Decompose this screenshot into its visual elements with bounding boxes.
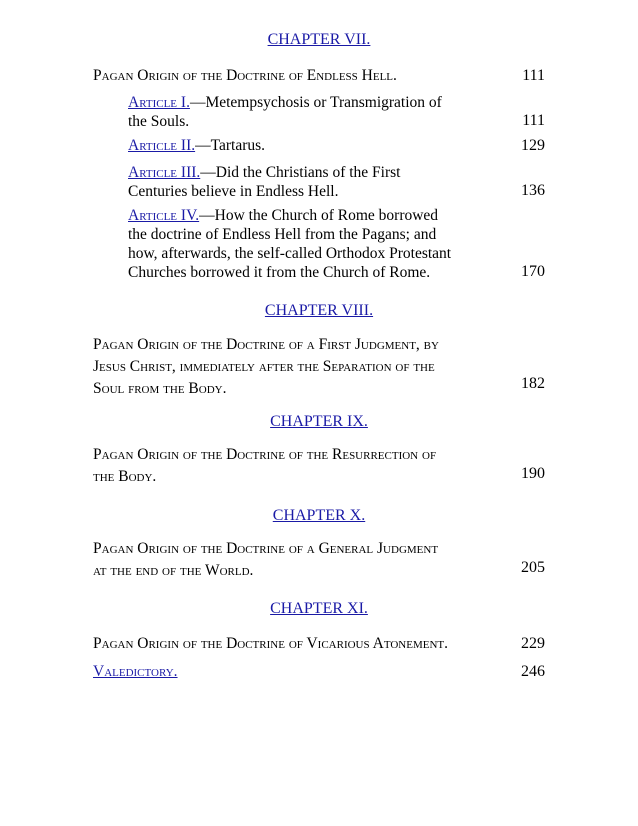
ch8-main-entry [93,334,493,400]
chapter-ix-heading[interactable]: CHAPTER IX. [270,413,368,430]
ch7-main-page: 111 [522,67,545,84]
article-ii-text-1: —Tartarus. [195,137,266,154]
article-iii-page: 136 [521,182,545,199]
valedictory-link[interactable]: Valedictory. [93,663,178,680]
valedictory-entry [93,662,178,681]
ch9-main-text-1: Pagan Origin of the Doctrine of the Resurrection of [93,446,437,463]
article-i-entry [128,93,488,131]
chapter-xi-heading[interactable]: CHAPTER XI. [270,600,368,617]
article-i-page: 111 [522,112,545,129]
article-iv-text-2: the doctrine of Endless Hell from the Pagans; and [128,226,437,243]
article-i-text-1: —Metempsychosis or Transmigration of [189,94,442,111]
ch10-main-text-1: Pagan Origin of the Doctrine of a General Judgment [93,540,439,557]
ch10-main-text-2: at the end of the World. [93,562,254,579]
article-iv-entry [128,206,498,282]
article-ii-link[interactable]: Article II. [128,137,196,154]
ch8-main-page: 182 [521,375,545,392]
valedictory-page: 246 [521,663,545,680]
ch8-main-text-1: Pagan Origin of the Doctrine of a First Judgment, by [93,336,439,353]
chapter-x-heading[interactable]: CHAPTER X. [272,507,366,524]
ch9-main-entry [93,444,493,488]
ch11-main-title: Pagan Origin of the Doctrine of Vicarious Atonement. [93,635,448,652]
article-i-text-2: the Souls. [128,113,190,130]
article-iii-text-2: Centuries believe in Endless Hell. [128,183,339,200]
ch11-main-entry [93,634,448,653]
ch9-main-page: 190 [521,465,545,482]
article-iii-link[interactable]: Article III. [128,164,201,181]
article-i-link[interactable]: Article I. [128,94,190,111]
article-ii-entry [128,136,265,155]
ch7-main-title: Pagan Origin of the Doctrine of Endless Hell. [93,67,397,84]
article-iv-link[interactable]: Article IV. [128,207,200,224]
article-iv-text-4: Churches borrowed it from the Church of Rome. [128,264,431,281]
article-iii-text-1: —Did the Christians of the First [200,164,401,181]
chapter-viii-heading[interactable]: CHAPTER VIII. [264,302,374,319]
ch8-main-text-3: Soul from the Body. [93,380,227,397]
ch10-main-page: 205 [521,559,545,576]
article-iv-text-3: how, afterwards, the self-called Orthodox Protestant [128,245,452,262]
ch9-main-text-2: the Body. [93,468,157,485]
chapter-vii-heading[interactable]: CHAPTER VII. [267,31,371,48]
article-ii-page: 129 [521,137,545,154]
article-iii-entry [128,163,488,201]
ch8-main-text-2: Jesus Christ, immediately after the Separation of the [93,358,435,375]
article-iv-page: 170 [521,263,545,280]
ch11-main-page: 229 [521,635,545,652]
ch10-main-entry [93,538,493,582]
ch7-main-entry [93,66,397,85]
article-iv-text-1: —How the Church of Rome borrowed [199,207,439,224]
